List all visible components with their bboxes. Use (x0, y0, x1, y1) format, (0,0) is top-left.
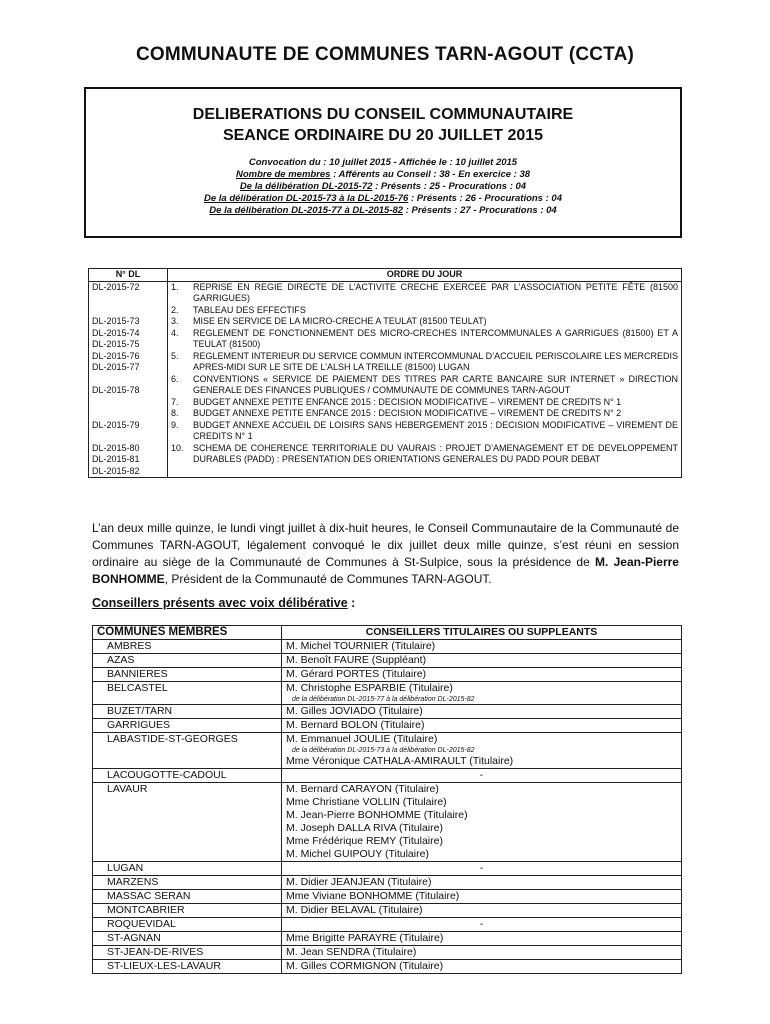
agenda-item-text: BUDGET ANNEXE ACCUEIL DE LOISIRS SANS HEBERGEMENT 2015 : DECISION MODIFICATIVE – VIREMENT DE CREDITS N° 1 (193, 419, 678, 441)
no-councillor: - (282, 862, 682, 876)
councillors-cell (282, 890, 682, 904)
councillor-name: M. Joseph DALLA RIVA (Titulaire) (286, 822, 443, 834)
meta-text: : Présents : 25 - Procurations : 04 (372, 181, 527, 192)
agenda-item (171, 443, 678, 466)
agenda-item-number: 4. (171, 327, 179, 338)
section-heading-suffix: : (347, 596, 356, 610)
table-row (93, 904, 682, 918)
table-row (93, 682, 682, 705)
agenda-dl-number (92, 431, 164, 443)
agenda-item (171, 328, 678, 351)
table-row (93, 918, 682, 932)
table-row (93, 960, 682, 974)
president-name: M. Jean-Pierre BONHOMME (92, 555, 679, 586)
commune-name: LABASTIDE-ST-GEORGES (93, 733, 282, 769)
table-row (93, 640, 682, 654)
intro-text: L’an deux mille quinze, le lundi vingt juillet à dix-huit heures, le Conseil Communautaire de la Communauté de Communes TARN-AGOUT, légalement convoqué le dix juillet deux mille quinze, s’est réuni en session ordinaire au siège de la Communauté de Communes à St-Sulpice, sous la présidence de (92, 521, 679, 569)
agenda-item (171, 420, 678, 443)
agenda-item (171, 351, 678, 374)
agenda-table (88, 268, 682, 478)
agenda-item-text: BUDGET ANNEXE PETITE ENFANCE 2015 : DECISION MODIFICATIVE – VIREMENT DE CREDITS N° 1 (193, 396, 622, 407)
agenda-dl-number: DL-2015-80 (92, 442, 140, 453)
table-row (93, 668, 682, 682)
agenda-item (171, 282, 678, 305)
agenda-dl-number (92, 293, 164, 305)
meta-text: : Présents : 26 - Procurations : 04 (408, 193, 562, 204)
councillors-cell (282, 946, 682, 960)
councillor-name: Mme Christiane VOLLIN (Titulaire) (286, 796, 447, 808)
councillors-cell (282, 705, 682, 719)
agenda-item-text: TABLEAU DES EFFECTIFS (193, 304, 306, 315)
agenda-dl-number: DL-2015-79 (92, 419, 140, 430)
no-councillor: - (282, 769, 682, 783)
session-title: DELIBERATIONS DU CONSEIL COMMUNAUTAIRE (192, 106, 574, 123)
agenda-dl-number (92, 397, 164, 409)
councillor-name: M. Benoît FAURE (Suppléant) (286, 654, 427, 666)
councillors-cell (282, 719, 682, 733)
councillors-cell (282, 783, 682, 862)
commune-name: MASSAC SERAN (93, 890, 282, 904)
members-header-councillors: CONSEILLERS TITULAIRES OU SUPPLEANTS (282, 626, 682, 640)
agenda-dl-number: DL-2015-74 (92, 327, 140, 338)
table-row (93, 890, 682, 904)
agenda-item-text: REGLEMENT INTERIEUR DU SERVICE COMMUN INTERCOMMUNAL D’ACCUEIL PERISCOLAIRE LES MERCREDIS APRES-MIDI SUR LE SITE DE L’ALSH LA TREILLE (81500) LUGAN (193, 350, 678, 372)
organization-title: COMMUNAUTE DE COMMUNES TARN-AGOUT (CCTA) (135, 44, 635, 65)
agenda-item-text: CONVENTIONS « SERVICE DE PAIEMENT DES TITRES PAR CARTE BANCAIRE SUR INTERNET » DIRECTION GENERALE DES FINANCES PUBLIQUES / COMMUNAUTE DE COMMUNES TARN-AGOUT (193, 373, 678, 395)
table-row (93, 733, 682, 769)
meta-text: Convocation du : 10 juillet 2015 - Affichée le : 10 juillet 2015 (248, 157, 518, 168)
commune-name: ST-JEAN-DE-RIVES (93, 946, 282, 960)
table-row (93, 705, 682, 719)
councillors-cell (282, 640, 682, 654)
agenda-item-number: 3. (171, 316, 179, 326)
session-meta-line (86, 169, 680, 181)
agenda-items-column (168, 281, 682, 478)
commune-name: LAVAUR (93, 783, 282, 862)
councillor-note: de la délibération DL-2015-77 à la délibération DL-2015-82 (292, 696, 475, 703)
table-row (93, 654, 682, 668)
commune-name: GARRIGUES (93, 719, 282, 733)
agenda-dl-number (92, 305, 164, 317)
agenda-item (171, 316, 678, 328)
commune-name: LACOUGOTTE-CADOUL (93, 769, 282, 783)
agenda-dl-number: DL-2015-82 (92, 465, 140, 476)
meta-text: : Présents : 27 - Procurations : 04 (403, 205, 557, 216)
councillor-name: M. Michel GUIPOUY (Titulaire) (286, 848, 429, 860)
agenda-dl-number: DL-2015-75 (92, 339, 140, 349)
table-row (93, 932, 682, 946)
agenda-header-order: ORDRE DU JOUR (168, 269, 682, 282)
councillor-name: M. Gérard PORTES (Titulaire) (286, 668, 427, 680)
councillor-name: Mme Frédérique REMY (Titulaire) (286, 835, 443, 847)
members-header-communes: COMMUNES MEMBRES (93, 626, 282, 640)
agenda-dl-number: DL-2015-78 (92, 385, 140, 395)
commune-name: BELCASTEL (93, 682, 282, 705)
councillor-name: M. Emmanuel JOULIE (Titulaire) (286, 733, 438, 745)
agenda-dl-number (92, 374, 164, 386)
agenda-header-dl: N° DL (89, 269, 168, 282)
agenda-item-text: REGLEMENT DE FONCTIONNEMENT DES MICRO-CRECHES INTERCOMMUNALES A GARRIGUES (81500) ET A TEULAT (81500) (193, 327, 678, 349)
agenda-dl-column (89, 281, 168, 478)
agenda-dl-number: DL-2015-72 (92, 281, 140, 292)
councillor-name: Mme Viviane BONHOMME (Titulaire) (286, 890, 460, 902)
councillors-cell (282, 654, 682, 668)
councillors-cell (282, 904, 682, 918)
commune-name: AZAS (93, 654, 282, 668)
councillor-name: M. Michel TOURNIER (Titulaire) (286, 640, 436, 652)
table-row (93, 769, 682, 783)
agenda-item-number: 5. (171, 350, 179, 361)
agenda-item-text: BUDGET ANNEXE PETITE ENFANCE 2015 : DECISION MODIFICATIVE – VIREMENT DE CREDITS N° 2 (193, 408, 622, 418)
commune-name: LUGAN (93, 862, 282, 876)
intro-text-end: , Président de la Communauté de Communes TARN-AGOUT. (164, 572, 492, 586)
agenda-dl-number: DL-2015-81 (92, 454, 140, 464)
agenda-item (171, 408, 678, 420)
session-meta-line (86, 193, 680, 205)
agenda-item-number: 10. (171, 442, 184, 453)
commune-name: BANNIERES (93, 668, 282, 682)
commune-name: MONTCABRIER (93, 904, 282, 918)
agenda-item-number: 9. (171, 419, 179, 430)
agenda-dl-number: DL-2015-76 (92, 350, 140, 361)
agenda-dl-number: DL-2015-77 (92, 362, 140, 372)
councillor-name: Mme Véronique CATHALA-AMIRAULT (Titulaire) (286, 755, 514, 767)
councillors-cell (282, 932, 682, 946)
councillor-name: M. Bernard BOLON (Titulaire) (286, 719, 425, 731)
commune-name: BUZET/TARN (93, 705, 282, 719)
agenda-item (171, 397, 678, 409)
section-heading (92, 596, 355, 610)
meta-label: De la délibération DL-2015-72 (239, 181, 373, 192)
agenda-item-number: 7. (171, 396, 179, 407)
councillor-name: M. Jean SENDRA (Titulaire) (286, 946, 417, 958)
councillor-name: M. Christophe ESPARBIE (Titulaire) (286, 682, 453, 694)
table-row (93, 783, 682, 862)
councillor-name: M. Jean-Pierre BONHOMME (Titulaire) (286, 809, 468, 821)
agenda-dl-number: DL-2015-73 (92, 316, 140, 326)
table-row (93, 946, 682, 960)
meta-label: De la délibération DL-2015-77 à DL-2015-82 (209, 205, 404, 216)
councillors-cell (282, 682, 682, 705)
agenda-item (171, 305, 678, 317)
councillors-cell (282, 960, 682, 974)
commune-name: MARZENS (93, 876, 282, 890)
agenda-item-text: REPRISE EN REGIE DIRECTE DE L’ACTIVITE CRECHE EXERCEE PAR L’ASSOCIATION PETITE FÊTE (81500 GARRIGUES) (193, 281, 678, 303)
session-date-title: SEANCE ORDINAIRE DU 20 JUILLET 2015 (222, 127, 544, 144)
meta-label: Nombre de membres (235, 169, 331, 180)
session-meta-line (86, 157, 680, 169)
agenda-item (171, 374, 678, 397)
agenda-item-number: 8. (171, 408, 179, 418)
session-meta-line (86, 181, 680, 193)
commune-name: ST-AGNAN (93, 932, 282, 946)
meta-text: : Afférents au Conseil : 38 - En exercice : 38 (330, 169, 531, 180)
intro-paragraph (92, 520, 679, 588)
table-row (93, 862, 682, 876)
agenda-item-number: 6. (171, 373, 179, 384)
councillors-cell (282, 668, 682, 682)
councillors-cell (282, 733, 682, 769)
agenda-item-number: 1. (171, 281, 179, 292)
councillor-name: M. Gilles CORMIGNON (Titulaire) (286, 960, 444, 972)
session-meta (86, 157, 680, 217)
members-table (92, 625, 682, 974)
councillor-name: M. Didier JEANJEAN (Titulaire) (286, 876, 432, 888)
councillors-cell (282, 876, 682, 890)
councillor-name: Mme Brigitte PARAYRE (Titulaire) (286, 932, 444, 944)
agenda-dl-number (92, 408, 164, 420)
agenda-item-text: MISE EN SERVICE DE LA MICRO-CRECHE A TEULAT (81500 TEULAT) (193, 316, 487, 326)
session-header-box (84, 87, 682, 238)
commune-name: AMBRES (93, 640, 282, 654)
councillor-name: M. Gilles JOVIADO (Titulaire) (286, 705, 423, 717)
councillor-note: de la délibération DL-2015-73 à la délibération DL-2015-82 (292, 747, 475, 754)
session-meta-line (86, 205, 680, 217)
agenda-item-text: SCHEMA DE COHERENCE TERRITORIALE DU VAURAIS : PROJET D’AMENAGEMENT ET DE DEVELOPPEMENT DURABLES (PADD) : PRESENTATION DES ORIENTATIONS GENERALES DU PADD POUR DEBAT (193, 442, 678, 464)
commune-name: ROQUEVIDAL (93, 918, 282, 932)
section-heading-label: Conseillers présents avec voix délibérative (92, 596, 348, 610)
councillor-name: M. Didier BELAVAL (Titulaire) (286, 904, 423, 916)
table-row (93, 876, 682, 890)
table-row (93, 719, 682, 733)
agenda-item-number: 2. (171, 304, 179, 315)
commune-name: ST-LIEUX-LES-LAVAUR (93, 960, 282, 974)
councillor-name: M. Bernard CARAYON (Titulaire) (286, 783, 439, 795)
meta-label: De la délibération DL-2015-73 à la DL-2015-76 (204, 193, 409, 204)
no-councillor: - (282, 918, 682, 932)
